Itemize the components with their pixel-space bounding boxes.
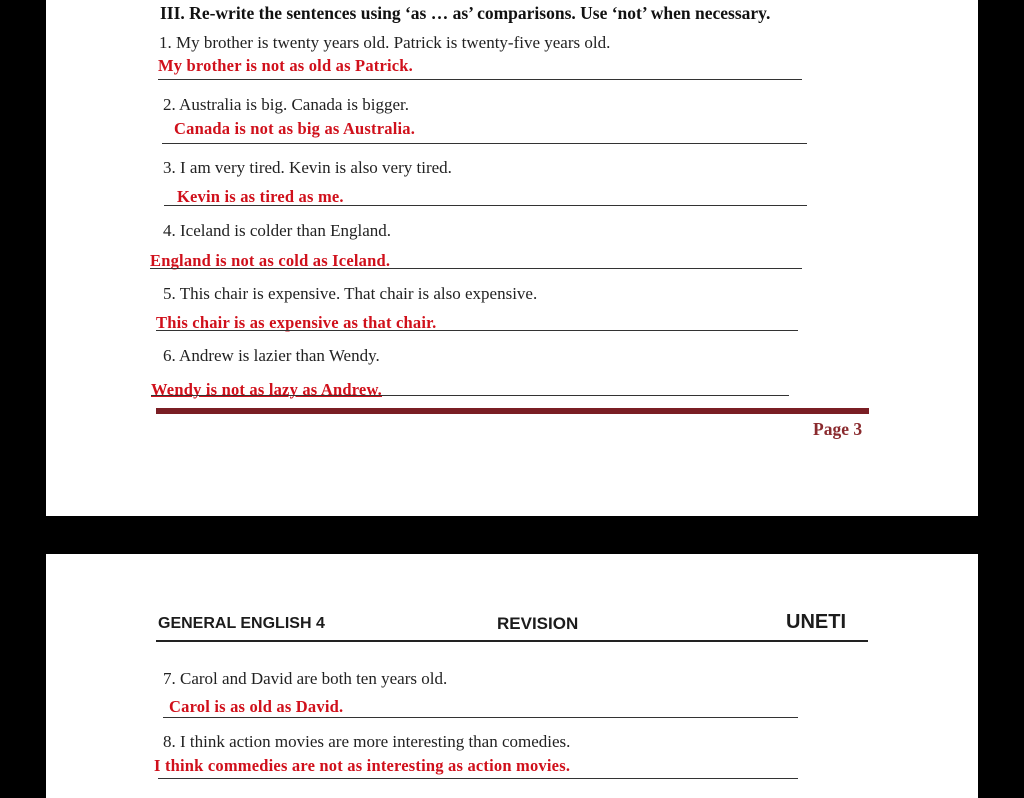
question-4: 4. Iceland is colder than England. <box>163 221 392 240</box>
answer-7: Carol is as old as David. <box>169 697 344 716</box>
question-8: 8. I think action movies are more interesting than comedies. <box>163 732 571 751</box>
answer-8: I think commedies are not as interesting as action movies. <box>154 756 571 775</box>
document-page-4 <box>46 554 978 798</box>
answer-4: England is not as cold as Iceland. <box>150 251 391 270</box>
question-1: 1. My brother is twenty years old. Patrick is twenty-five years old. <box>159 33 611 52</box>
answer-line-3 <box>164 205 807 206</box>
header-section: REVISION <box>497 614 579 633</box>
header-school: UNETI <box>786 611 846 633</box>
question-7: 7. Carol and David are both ten years old. <box>163 669 448 688</box>
answer-2-text: Canada is not as big as Australia. <box>174 119 416 138</box>
question-3: 3. I am very tired. Kevin is also very tired. <box>163 158 452 177</box>
header-course: GENERAL ENGLISH 4 <box>158 615 325 632</box>
answer-line-4 <box>150 268 802 269</box>
answer-line-5 <box>156 330 798 331</box>
answer-line-8 <box>158 778 798 779</box>
answer-line-1 <box>158 79 802 80</box>
question-5: 5. This chair is expensive. That chair is also expensive. <box>163 284 538 303</box>
answer-line-6 <box>151 395 789 396</box>
answer-6: Wendy is not as lazy as Andrew. <box>151 380 382 399</box>
question-2: 2. Australia is big. Canada is bigger. <box>163 95 409 114</box>
exercise-heading: III. Re-write the sentences using ‘as … as’ comparisons. Use ‘not’ when necessary. <box>160 3 771 23</box>
footer-divider <box>156 408 869 414</box>
answer-3: Kevin is as tired as me. <box>177 187 344 206</box>
answer-line-2 <box>162 143 807 144</box>
header-rule <box>156 640 868 642</box>
answer-5: This chair is as expensive as that chair. <box>156 313 437 332</box>
page-number: Page 3 <box>813 419 863 439</box>
question-6: 6. Andrew is lazier than Wendy. <box>163 346 380 365</box>
document-page-3 <box>46 0 978 516</box>
answer-line-7 <box>163 717 798 718</box>
answer-1: My brother is not as old as Patrick. <box>158 56 414 75</box>
